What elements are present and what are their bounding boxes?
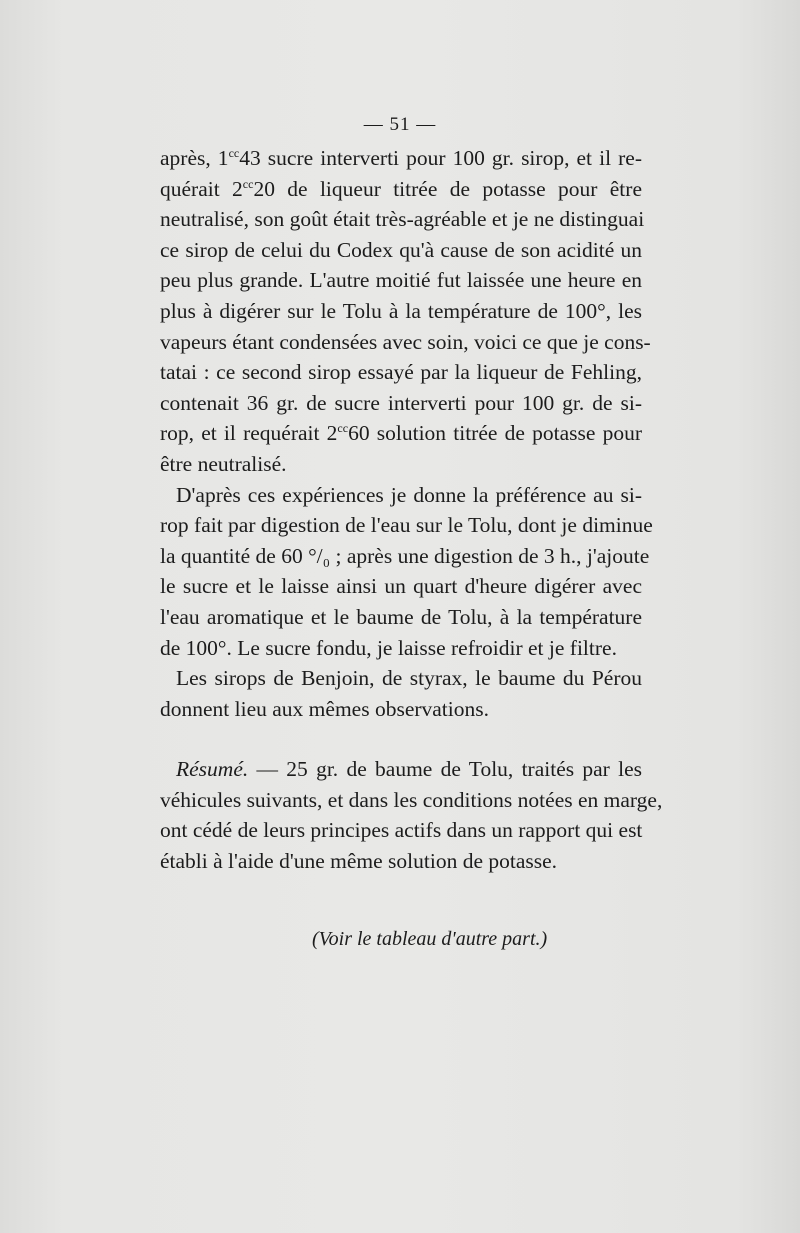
text-line: après, $1^{cc}43$ sucre interverti pour 100 gr. sirop, et il re- xyxy=(160,146,642,170)
text-line: Les sirops de Benjoin, de styrax, le baume du Pérou xyxy=(176,666,642,691)
text-line: plus à digérer sur le Tolu à la température de 100°, les xyxy=(160,298,642,323)
text-line: neutralisé, son goût était très-agréable et je ne distinguai xyxy=(160,207,645,232)
text-line: être neutralisé. xyxy=(160,451,287,476)
text-line: Résumé. — 25 gr. de baume de Tolu, traités par les xyxy=(176,757,642,782)
text-line: peu plus grande. L'autre moitié fut laissée une heure en xyxy=(160,268,642,293)
text-line: rop, et il requérait $2^{cc}60$ solution titrée de potasse pour xyxy=(160,421,642,446)
text-line: de 100°. Le sucre fondu, je laisse refroidir et je filtre. xyxy=(160,635,617,660)
text-line: tatai : ce second sirop essayé par la liqueur de Fehling, xyxy=(160,360,642,385)
table-reference-note: (Voir le tableau d'autre part.) xyxy=(312,928,548,950)
text-line: donnent lieu aux mêmes observations. xyxy=(160,696,489,721)
text-line: contenait 36 gr. de sucre interverti pour 100 gr. de si- xyxy=(160,390,642,415)
text-line: la quantité de 60 °/₀ ; après une digestion de 3 h., j'ajoute xyxy=(160,543,650,568)
text-line: quérait $2^{cc}20$ de liqueur titrée de potasse pour être xyxy=(160,176,642,201)
text-line: le sucre et le laisse ainsi un quart d'heure digérer avec xyxy=(160,574,642,599)
text-line: ce sirop de celui du Codex qu'à cause de son acidité un xyxy=(160,237,642,262)
page-number: — 51 — xyxy=(363,114,437,135)
text-line: vapeurs étant condensées avec soin, voici ce que je cons- xyxy=(160,329,651,354)
paragraph-gap xyxy=(160,724,642,754)
text-line: véhicules suivants, et dans les conditions notées en marge, xyxy=(160,787,663,812)
text-line: l'eau aromatique et le baume de Tolu, à la température xyxy=(160,604,642,629)
text-line: D'après ces expériences je donne la préférence au si- xyxy=(176,482,642,507)
text-line: ont cédé de leurs principes actifs dans un rapport qui est xyxy=(160,818,643,843)
text-line: établi à l'aide d'une même solution de potasse. xyxy=(160,849,558,874)
text-line: rop fait par digestion de l'eau sur le Tolu, dont je diminue xyxy=(160,513,653,538)
body-text xyxy=(160,143,663,877)
